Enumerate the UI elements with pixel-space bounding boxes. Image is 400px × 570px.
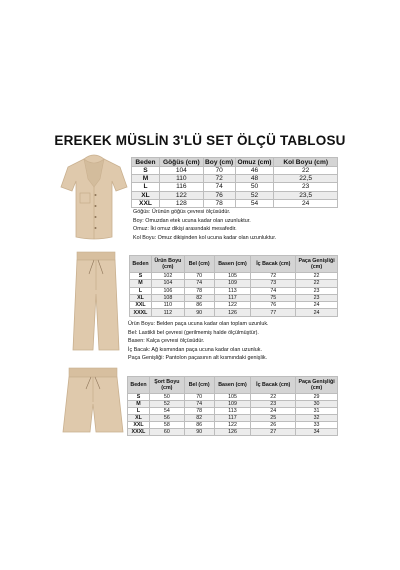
value-cell: 78 xyxy=(184,287,214,294)
pants-notes xyxy=(128,320,269,363)
value-cell: 22 xyxy=(296,280,338,287)
value-cell: 58 xyxy=(149,422,184,429)
value-cell: 104 xyxy=(151,280,184,287)
size-cell: M xyxy=(128,401,150,408)
value-cell: 76 xyxy=(203,191,235,199)
table-row xyxy=(130,309,338,316)
value-cell: 78 xyxy=(184,408,214,415)
table-row xyxy=(130,287,338,294)
value-cell: 22 xyxy=(296,273,338,280)
value-cell: 52 xyxy=(149,401,184,408)
pants-size-table xyxy=(129,255,338,317)
col-header: İç Bacak (cm) xyxy=(251,256,296,273)
value-cell: 24 xyxy=(296,302,338,309)
size-cell: XXL xyxy=(130,302,152,309)
value-cell: 60 xyxy=(149,429,184,436)
value-cell: 26 xyxy=(251,422,296,429)
size-cell: XL xyxy=(128,415,150,422)
value-cell: 29 xyxy=(296,394,338,401)
table-row xyxy=(128,394,338,401)
value-cell: 86 xyxy=(184,302,214,309)
value-cell: 104 xyxy=(159,167,203,175)
value-cell: 113 xyxy=(214,287,251,294)
col-header: Beden xyxy=(130,256,152,273)
shorts-size-table xyxy=(127,376,338,436)
value-cell: 74 xyxy=(184,401,214,408)
value-cell: 108 xyxy=(151,294,184,301)
note-line: Ürün Boyu: Belden paça ucuna kadar olan toplam uzunluk. xyxy=(128,321,269,327)
value-cell: 72 xyxy=(251,273,296,280)
col-header: Basen (cm) xyxy=(214,377,251,394)
value-cell: 31 xyxy=(296,408,338,415)
note-line: Basen: Kalça çevresi ölçüsüdür. xyxy=(128,338,205,345)
value-cell: 32 xyxy=(296,415,338,422)
value-cell: 76 xyxy=(251,302,296,309)
table-row xyxy=(132,199,338,207)
value-cell: 74 xyxy=(184,280,214,287)
shirt-image xyxy=(60,153,128,241)
value-cell: 54 xyxy=(235,199,274,207)
shirt-notes xyxy=(133,208,276,242)
value-cell: 23,5 xyxy=(274,191,338,199)
value-cell: 75 xyxy=(251,294,296,301)
value-cell: 105 xyxy=(214,273,251,280)
col-header: Beden xyxy=(128,377,150,394)
size-cell: M xyxy=(132,175,160,183)
size-cell: XL xyxy=(132,191,160,199)
value-cell: 46 xyxy=(235,167,274,175)
note-line: Paça Genişliği: Pantolon paçasının alt kısmındaki genişlik. xyxy=(128,355,268,362)
value-cell: 22 xyxy=(251,394,296,401)
table-row xyxy=(132,167,338,175)
value-cell: 23 xyxy=(274,183,338,191)
value-cell: 117 xyxy=(214,415,251,422)
value-cell: 128 xyxy=(159,199,203,207)
value-cell: 70 xyxy=(184,394,214,401)
value-cell: 74 xyxy=(203,183,235,191)
value-cell: 117 xyxy=(214,294,251,301)
size-cell: XL xyxy=(130,294,152,301)
size-cell: L xyxy=(128,408,150,415)
value-cell: 48 xyxy=(235,175,274,183)
size-cell: M xyxy=(130,280,152,287)
value-cell: 74 xyxy=(251,287,296,294)
table-row xyxy=(128,422,338,429)
col-header: Beden xyxy=(132,158,160,167)
value-cell: 109 xyxy=(214,401,251,408)
table-row xyxy=(132,175,338,183)
value-cell: 116 xyxy=(159,183,203,191)
page-title: EREKEK MÜSLİN 3'LÜ SET ÖLÇÜ TABLOSU xyxy=(54,133,346,148)
value-cell: 25 xyxy=(251,415,296,422)
value-cell: 50 xyxy=(149,394,184,401)
value-cell: 52 xyxy=(235,191,274,199)
size-cell: S xyxy=(132,167,160,175)
value-cell: 113 xyxy=(214,408,251,415)
value-cell: 72 xyxy=(203,175,235,183)
note-line: Bel: Lastikli bel çevresi (gerilmemiş halde ölçülmüştür). xyxy=(128,329,259,336)
size-cell: XXXL xyxy=(130,309,152,316)
value-cell: 22,5 xyxy=(274,175,338,183)
value-cell: 110 xyxy=(159,175,203,183)
table-row xyxy=(130,302,338,309)
table-row xyxy=(130,280,338,287)
table-row xyxy=(132,191,338,199)
note-line: Omuz: İki omuz dikişi arasındaki mesafedir. xyxy=(133,226,237,233)
table-row xyxy=(128,408,338,415)
size-cell: XXL xyxy=(128,422,150,429)
table-row xyxy=(128,401,338,408)
col-header: Paça Genişliği (cm) xyxy=(296,377,338,394)
table-row xyxy=(132,183,338,191)
size-cell: L xyxy=(130,287,152,294)
value-cell: 34 xyxy=(296,429,338,436)
value-cell: 126 xyxy=(214,309,251,316)
value-cell: 23 xyxy=(296,294,338,301)
value-cell: 23 xyxy=(251,401,296,408)
value-cell: 73 xyxy=(251,280,296,287)
size-cell: S xyxy=(130,273,152,280)
value-cell: 23 xyxy=(296,287,338,294)
value-cell: 70 xyxy=(184,273,214,280)
note-line: İç Bacak: Ağ kısmından paça ucuna kadar olan uzunluk. xyxy=(128,346,262,353)
value-cell: 82 xyxy=(184,294,214,301)
size-cell: S xyxy=(128,394,150,401)
col-header: Bel (cm) xyxy=(184,256,214,273)
table-row xyxy=(128,415,338,422)
value-cell: 86 xyxy=(184,422,214,429)
pants-image xyxy=(67,250,125,352)
note-line: Kol Boyu: Omuz dikişinden kol ucuna kadar olan uzunluktur. xyxy=(133,234,277,241)
value-cell: 33 xyxy=(296,422,338,429)
value-cell: 102 xyxy=(151,273,184,280)
value-cell: 82 xyxy=(184,415,214,422)
size-cell: XXL xyxy=(132,199,160,207)
value-cell: 109 xyxy=(214,280,251,287)
table-row xyxy=(130,294,338,301)
value-cell: 122 xyxy=(214,422,251,429)
value-cell: 77 xyxy=(251,309,296,316)
col-header: İç Bacak (cm) xyxy=(251,377,296,394)
value-cell: 122 xyxy=(214,302,251,309)
col-header: Boy (cm) xyxy=(205,158,234,166)
note-line: Boy: Omuzdan etek ucuna kadar olan uzunluktur. xyxy=(133,217,251,224)
value-cell: 56 xyxy=(149,415,184,422)
table-row xyxy=(130,273,338,280)
col-header: Omuz (cm) xyxy=(235,158,274,167)
size-cell: XXXL xyxy=(128,429,150,436)
shirt-size-table xyxy=(131,157,338,208)
value-cell: 24 xyxy=(274,199,338,207)
col-header: Şort Boyu (cm) xyxy=(149,377,184,394)
shorts-image xyxy=(61,366,125,434)
size-cell: L xyxy=(132,183,160,191)
value-cell: 70 xyxy=(203,167,235,175)
value-cell: 50 xyxy=(235,183,274,191)
value-cell: 122 xyxy=(159,191,203,199)
value-cell: 24 xyxy=(296,309,338,316)
value-cell: 126 xyxy=(214,429,251,436)
col-header: Basen (cm) xyxy=(214,256,251,273)
value-cell: 78 xyxy=(203,199,235,207)
value-cell: 112 xyxy=(151,309,184,316)
col-header: Kol Boyu (cm) xyxy=(274,158,338,167)
note-line: Göğüs: Ürünün göğüs çevresi ölçüsüdür. xyxy=(133,209,231,215)
col-header: Göğüs (cm) xyxy=(159,158,203,167)
col-header: Ürün Boyu (cm) xyxy=(151,256,184,273)
col-header: Bel (cm) xyxy=(184,377,214,394)
value-cell: 105 xyxy=(214,394,251,401)
value-cell: 110 xyxy=(151,302,184,309)
table-row xyxy=(128,429,338,436)
value-cell: 54 xyxy=(149,408,184,415)
value-cell: 22 xyxy=(274,167,338,175)
value-cell: 30 xyxy=(296,401,338,408)
value-cell: 27 xyxy=(251,429,296,436)
value-cell: 106 xyxy=(151,287,184,294)
value-cell: 24 xyxy=(251,408,296,415)
value-cell: 90 xyxy=(184,309,214,316)
col-header: Paça Genişliği (cm) xyxy=(296,256,338,273)
value-cell: 90 xyxy=(184,429,214,436)
